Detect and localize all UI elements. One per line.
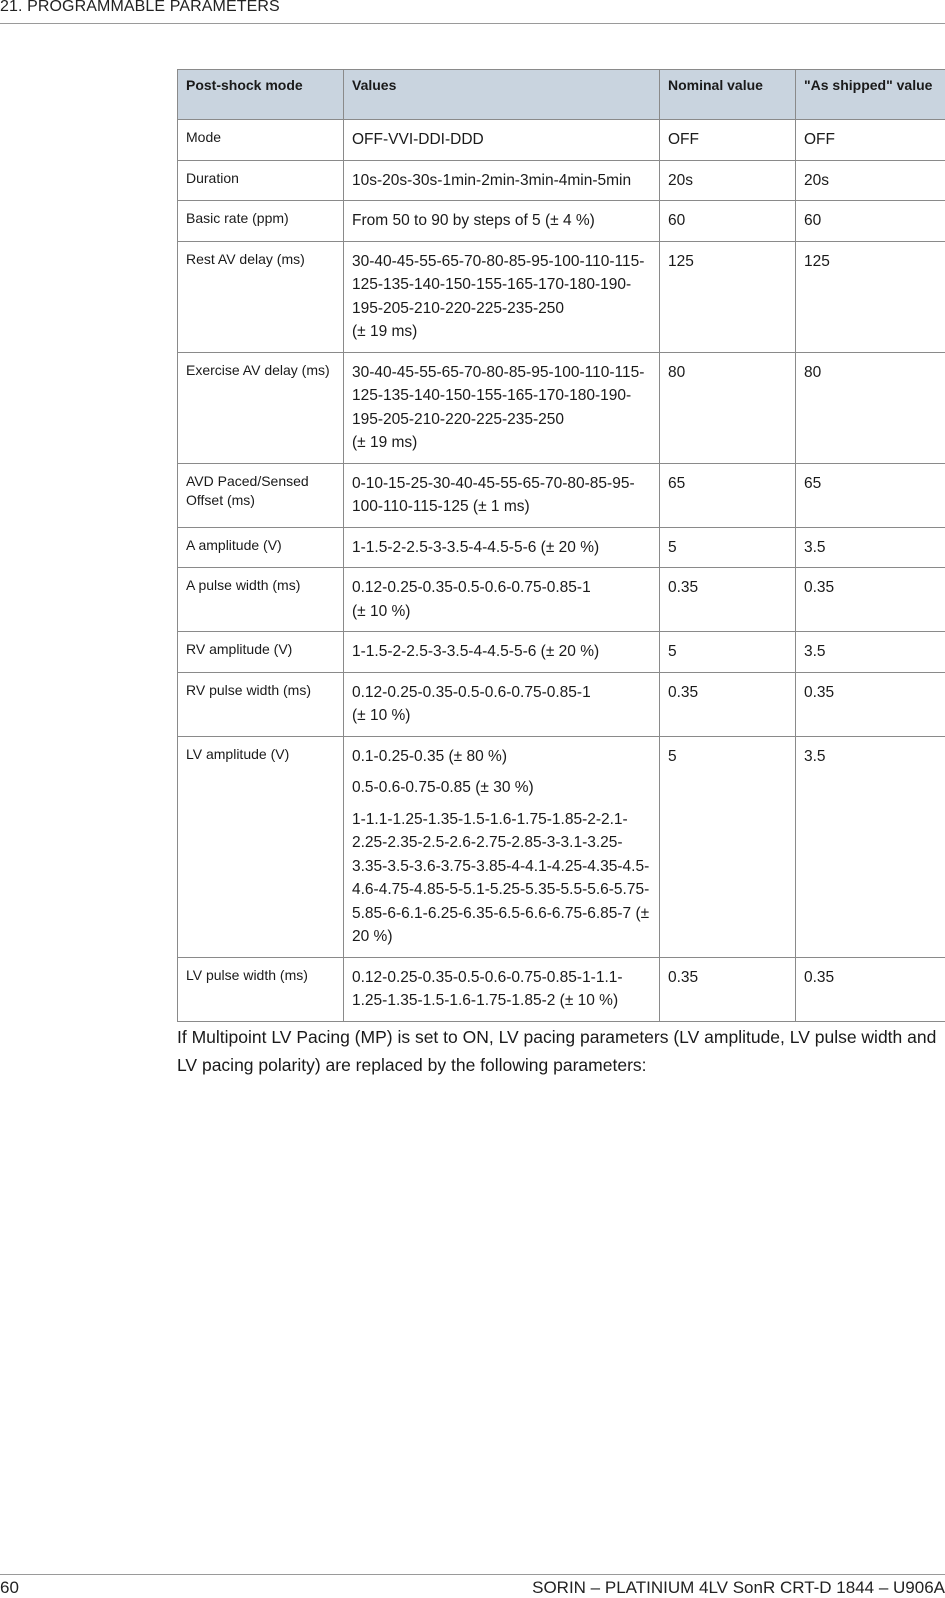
- table-row: [178, 160, 945, 201]
- row-shipped: 3.5: [796, 632, 945, 673]
- document-reference: SORIN – PLATINIUM 4LV SonR CRT-D 1844 – U906A: [532, 1578, 945, 1597]
- row-shipped: OFF: [796, 120, 945, 161]
- row-nominal: 5: [660, 736, 796, 957]
- row-label: Mode: [178, 120, 344, 161]
- row-shipped: 3.5: [796, 736, 945, 957]
- row-values: [344, 568, 660, 632]
- tolerance-line: (± 19 ms): [352, 434, 418, 451]
- row-shipped: 0.35: [796, 957, 945, 1021]
- table-row: [178, 201, 945, 242]
- body-paragraph: If Multipoint LV Pacing (MP) is set to ON, LV pacing parameters (LV amplitude, LV pulse width and LV pacing polarity) are replaced by the following parameters:: [177, 1026, 937, 1075]
- row-values: [344, 352, 660, 463]
- value-line: 10s-20s-30s-1min-2min-3min-4min-5min: [352, 171, 632, 189]
- row-shipped: 60: [796, 201, 945, 242]
- row-label: LV pulse width (ms): [178, 957, 344, 1021]
- value-line: 0.12-0.25-0.35-0.5-0.6-0.75-0.85-1: [352, 579, 591, 596]
- row-nominal: 0.35: [660, 957, 796, 1021]
- row-shipped: 0.35: [796, 568, 945, 632]
- value-line: 1-1.5-2-2.5-3-3.5-4-4.5-5-6 (± 20 %): [352, 538, 600, 556]
- row-label: A amplitude (V): [178, 527, 344, 568]
- table-row: [178, 736, 945, 957]
- row-values: [344, 736, 660, 957]
- row-values: [344, 463, 660, 527]
- column-header-shipped: "As shipped" value: [796, 70, 945, 120]
- row-nominal: 125: [660, 241, 796, 352]
- table-header-row: [178, 70, 945, 120]
- row-values: [344, 672, 660, 736]
- footer-rule: [0, 1574, 945, 1575]
- value-line: 1-1.5-2-2.5-3-3.5-4-4.5-5-6 (± 20 %): [352, 643, 600, 660]
- row-values: [344, 957, 660, 1021]
- row-label: Rest AV delay (ms): [178, 241, 344, 352]
- row-nominal: 5: [660, 527, 796, 568]
- row-label: LV amplitude (V): [178, 736, 344, 957]
- row-shipped: 80: [796, 352, 945, 463]
- table-row: [178, 241, 945, 352]
- section-title: 21. PROGRAMMABLE PARAMETERS: [0, 0, 280, 15]
- value-line: 0.1-0.25-0.35 (± 80 %): [352, 747, 507, 765]
- row-nominal: 0.35: [660, 672, 796, 736]
- row-nominal: 80: [660, 352, 796, 463]
- column-header-nominal: Nominal value: [660, 70, 796, 120]
- row-label: Exercise AV delay (ms): [178, 352, 344, 463]
- row-nominal: 20s: [660, 160, 796, 201]
- row-label: RV amplitude (V): [178, 632, 344, 673]
- table-row: [178, 568, 945, 632]
- row-label: RV pulse width (ms): [178, 672, 344, 736]
- row-nominal: 65: [660, 463, 796, 527]
- value-line: 0.12-0.25-0.35-0.5-0.6-0.75-0.85-1: [352, 683, 591, 701]
- table-row: [178, 957, 945, 1021]
- column-header-values: Values: [344, 70, 660, 120]
- row-nominal: 0.35: [660, 568, 796, 632]
- value-line: 0.12-0.25-0.35-0.5-0.6-0.75-0.85-1-1.1-1.25-1.35-1.5-1.6-1.75-1.85-2 (± 10 %): [352, 968, 623, 1009]
- table-row: [178, 120, 945, 161]
- row-values: [344, 120, 660, 161]
- value-line: 0.5-0.6-0.75-0.85 (± 30 %): [352, 779, 534, 796]
- row-nominal: 5: [660, 632, 796, 673]
- value-line: 30-40-45-55-65-70-80-85-95-100-110-115-125-135-140-150-155-165-170-180-190-195-205-210-220-225-235-250: [352, 252, 645, 317]
- row-values: [344, 527, 660, 568]
- row-shipped: 0.35: [796, 672, 945, 736]
- table-row: [178, 527, 945, 568]
- row-shipped: 125: [796, 241, 945, 352]
- tolerance-line: (± 19 ms): [352, 323, 418, 340]
- page-number: 60: [0, 1578, 19, 1597]
- value-line: From 50 to 90 by steps of 5 (± 4 %): [352, 212, 595, 229]
- row-shipped: 3.5: [796, 527, 945, 568]
- row-shipped: 20s: [796, 160, 945, 201]
- row-nominal: OFF: [660, 120, 796, 161]
- row-values: [344, 201, 660, 242]
- row-values: [344, 632, 660, 673]
- row-label: Basic rate (ppm): [178, 201, 344, 242]
- row-values: [344, 160, 660, 201]
- page-header: [0, 0, 945, 24]
- value-line: 1-1.1-1.25-1.35-1.5-1.6-1.75-1.85-2-2.1-2.25-2.35-2.5-2.6-2.75-2.85-3-3.1-3.25-3.35-3.5-3.6-3.75-3.85-4-4.1-4.25-4.35-4.5-4.6-4.75-4.85-5-5.1-5.25-5.35-5.5-5.6-5.75-5.85-6-6.1-6.25-6.35-6.5-6.6-6.75-6.85-7 (± 20 %): [352, 810, 650, 945]
- column-header-mode: Post-shock mode: [178, 70, 344, 120]
- row-label: Duration: [178, 160, 344, 201]
- row-values: [344, 241, 660, 352]
- row-nominal: 60: [660, 201, 796, 242]
- table-row: [178, 463, 945, 527]
- table-row: [178, 632, 945, 673]
- value-line: 0-10-15-25-30-40-45-55-65-70-80-85-95-100-110-115-125 (± 1 ms): [352, 474, 635, 515]
- parameters-table: [177, 69, 945, 1022]
- value-line: 30-40-45-55-65-70-80-85-95-100-110-115-125-135-140-150-155-165-170-180-190-195-205-210-220-225-235-250: [352, 363, 645, 428]
- row-label: A pulse width (ms): [178, 568, 344, 632]
- row-shipped: 65: [796, 463, 945, 527]
- value-line: OFF-VVI-DDI-DDD: [352, 131, 484, 148]
- row-label: AVD Paced/Sensed Offset (ms): [178, 463, 344, 527]
- table-row: [178, 672, 945, 736]
- table-row: [178, 352, 945, 463]
- tolerance-line: (± 10 %): [352, 707, 411, 724]
- tolerance-line: (± 10 %): [352, 602, 411, 620]
